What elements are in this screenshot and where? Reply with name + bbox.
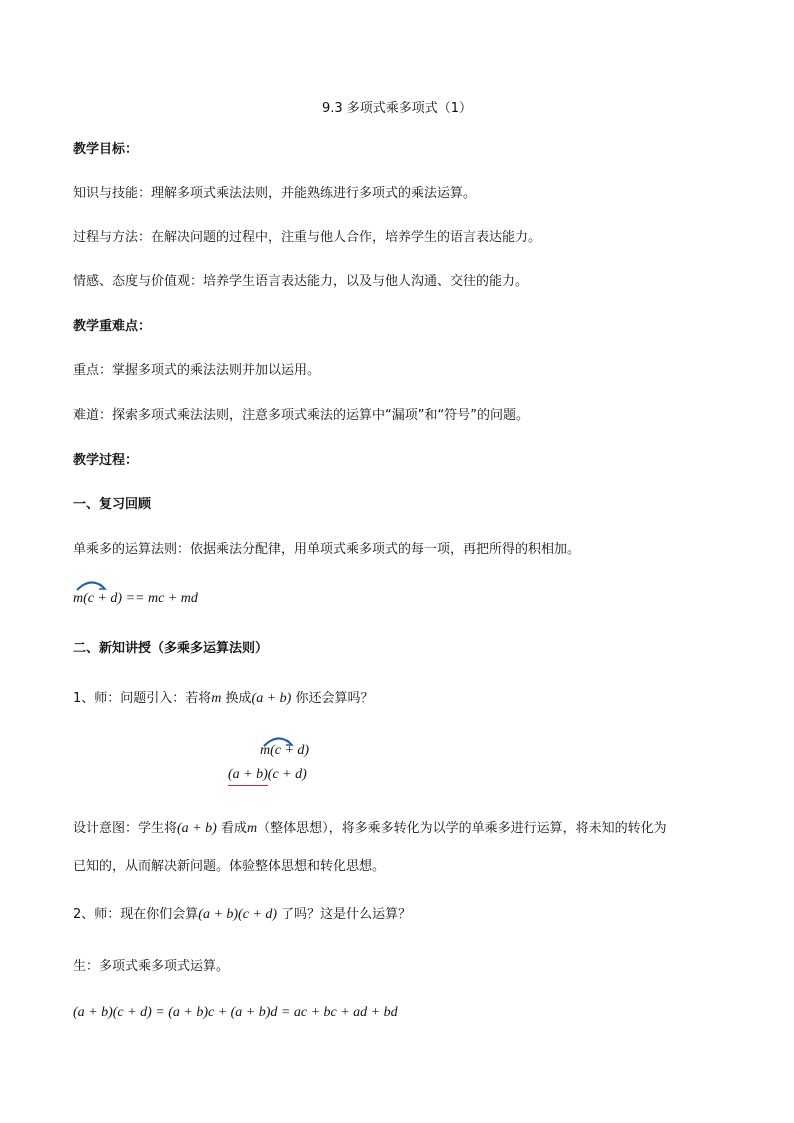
- design-intent-line-1: [73, 820, 667, 838]
- goals-heading: 教学目标：: [73, 142, 139, 157]
- review-heading: 一、复习回顾: [73, 497, 152, 512]
- diagram-bottom-right: (c + d): [267, 767, 307, 782]
- review-rule: 单乘多的运算法则：依据乘法分配律，用单项式乘多项式的每一项，再把所得的积相加。: [73, 542, 581, 557]
- q2-suffix: 了吗？这是什么运算？: [277, 907, 412, 922]
- design-intent-line-2: 已知的，从而解决新问题。体验整体思想和转化思想。: [73, 859, 386, 874]
- red-underline: [228, 785, 268, 786]
- diagram-top-expression: m(c + d): [260, 743, 310, 758]
- q2-prefix: 2、师：现在你们会算: [73, 907, 199, 922]
- design-suffix: （整体思想），将多乘多转化为以学的单乘多进行运算，将未知的转化为: [257, 821, 667, 836]
- goal-emotion: 情感、态度与价值观：培养学生语言表达能力，以及与他人沟通、交往的能力。: [73, 274, 529, 289]
- design-prefix: 设计意图：学生将: [73, 821, 178, 836]
- key-points-heading: 教学重难点：: [73, 319, 152, 334]
- diagram-bottom-expression: [228, 766, 307, 784]
- review-formula: m(c + d) == mc + md: [73, 591, 198, 606]
- q1-variable: m: [211, 691, 222, 706]
- difficult-point: 难道：探索多项式乘法法则，注意多项式乘法的运算中“漏项”和“符号”的问题。: [73, 408, 529, 423]
- q2-expression: (a + b)(c + d): [198, 907, 278, 922]
- process-heading: 教学过程：: [73, 453, 139, 468]
- goal-knowledge: 知识与技能：理解多项式乘法法则，并能熟练进行多项式的乘法运算。: [73, 186, 477, 201]
- design-expression: (a + b): [177, 821, 217, 836]
- question-1: [73, 690, 373, 708]
- design-variable: m: [246, 821, 258, 836]
- key-point: 重点：掌握多项式的乘法法则并加以运用。: [73, 363, 321, 378]
- q1-mid: 换成: [221, 691, 252, 706]
- expansion-formula: (a + b)(c + d) = (a + b)c + (a + b)d = ac + bc + ad + bd: [73, 1005, 398, 1020]
- q1-expression: (a + b): [251, 691, 292, 706]
- student-answer: 生：多项式乘多项式运算。: [73, 959, 230, 974]
- q1-prefix: 1、师：问题引入：若将: [73, 691, 212, 706]
- page-title: 9.3 多项式乘多项式（1）: [321, 101, 473, 116]
- goal-process: 过程与方法：在解决问题的过程中，注重与他人合作，培养学生的语言表达能力。: [73, 230, 542, 245]
- q1-suffix: 你还会算吗？: [291, 691, 374, 706]
- new-knowledge-heading: 二、新知讲授（多乘多运算法则）: [73, 641, 269, 656]
- diagram-bottom-left: (a + b): [228, 767, 268, 782]
- design-mid: 看成: [216, 821, 247, 836]
- question-2: [73, 906, 411, 924]
